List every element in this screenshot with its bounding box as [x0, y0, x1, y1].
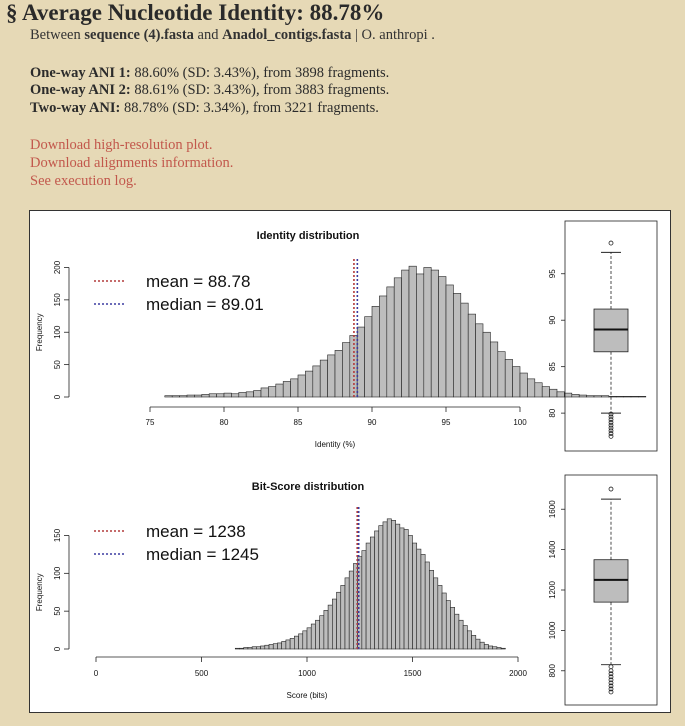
histogram-bar — [224, 393, 231, 397]
histogram-bar — [490, 342, 497, 397]
histogram-bar — [362, 551, 366, 649]
histogram-bar — [357, 327, 364, 397]
histogram-bar — [408, 535, 412, 649]
histogram-bar — [246, 392, 253, 397]
histogram-bar — [387, 287, 394, 397]
histogram-bar — [416, 274, 423, 397]
histogram-bar — [282, 641, 286, 649]
histogram-bar — [429, 570, 433, 649]
histogram-bar — [335, 350, 342, 397]
x-tick-label: 75 — [145, 418, 155, 427]
histogram-bar — [365, 317, 372, 397]
histogram-bar — [439, 277, 446, 397]
histogram-bar — [493, 647, 497, 649]
histogram-bar — [342, 343, 349, 397]
histogram-bar — [320, 616, 324, 649]
histogram-bar — [446, 285, 453, 397]
histogram-bar — [252, 647, 256, 649]
histogram-bar — [472, 635, 476, 649]
x-tick-label: 0 — [93, 669, 99, 678]
histogram-bar — [383, 522, 387, 649]
section-mark: § — [6, 0, 18, 25]
histogram-bar — [616, 396, 623, 397]
histogram-bar — [202, 394, 209, 397]
histogram-bar — [341, 585, 345, 649]
boxplot-y-tick-label: 1400 — [548, 540, 557, 559]
boxplot-y-tick-label: 1200 — [548, 581, 557, 599]
y-tick-label: 50 — [53, 360, 62, 370]
histogram-bar — [239, 648, 243, 649]
histogram-bar — [638, 396, 645, 397]
stat-value: 88.78% (SD: 3.34%), from 3221 fragments. — [123, 100, 379, 116]
histogram-bar — [488, 646, 492, 649]
histogram-bar — [434, 578, 438, 649]
boxplot-y-tick-label: 85 — [548, 362, 557, 372]
boxplot-y-tick-label: 90 — [548, 315, 557, 325]
histogram-bar — [311, 624, 315, 649]
histogram-bar — [265, 645, 269, 649]
histogram-bar — [248, 647, 252, 649]
boxplot-y-tick-label: 1000 — [548, 621, 557, 640]
histogram-bar — [268, 387, 275, 397]
histogram-bar — [209, 394, 216, 397]
x-axis-label: Identity (%) — [314, 440, 356, 449]
x-tick-label: 95 — [441, 418, 451, 427]
histogram-bar — [291, 379, 298, 397]
histogram-bar — [564, 393, 571, 397]
histogram-bar — [261, 388, 268, 397]
histogram-bar — [337, 592, 341, 649]
x-tick-label: 80 — [219, 418, 229, 427]
y-tick-label: 50 — [53, 606, 62, 616]
histogram-bar — [324, 610, 328, 649]
histogram-bar — [391, 520, 395, 649]
histogram-bar — [349, 571, 353, 649]
x-tick-label: 500 — [194, 669, 209, 678]
histogram-bar — [404, 529, 408, 649]
histogram-bar — [417, 549, 421, 649]
y-tick-label: 100 — [53, 325, 62, 339]
legend-label: mean = 1238 — [146, 522, 246, 541]
histogram-bar — [550, 389, 557, 397]
histogram-bar — [421, 554, 425, 649]
histogram-bar — [396, 524, 400, 649]
y-tick-label: 150 — [53, 293, 62, 307]
stat-value: 88.61% (SD: 3.43%), from 3883 fragments. — [134, 82, 390, 98]
x-tick-label: 100 — [513, 418, 527, 427]
histogram-bar — [501, 648, 505, 649]
legend-label: median = 1245 — [146, 545, 259, 564]
histogram-bar — [579, 395, 586, 397]
legend-label: mean = 88.78 — [146, 272, 251, 291]
histogram-bar — [187, 395, 194, 397]
histogram-bar — [180, 396, 187, 397]
histogram-bar — [194, 395, 201, 397]
histogram-bar — [290, 638, 294, 649]
histogram-bar — [520, 373, 527, 397]
histogram-bar — [315, 620, 319, 649]
histogram-bar — [261, 646, 265, 649]
histogram-bar — [498, 352, 505, 397]
x-tick-label: 2000 — [509, 669, 527, 678]
y-axis-label: Frequency — [35, 573, 44, 612]
boxplot-y-tick-label: 80 — [548, 408, 557, 418]
page-title — [6, 0, 384, 26]
histogram-bar — [286, 640, 290, 649]
boxplot-y-tick-label: 800 — [548, 664, 557, 678]
stat-label: Two-way ANI: — [30, 100, 121, 116]
histogram-bar — [438, 585, 442, 649]
histogram-bar — [244, 647, 248, 649]
histogram-bar — [527, 379, 534, 397]
chart-title: Bit-Score distribution — [251, 481, 365, 493]
x-tick-label: 85 — [293, 418, 303, 427]
histogram-bar — [453, 293, 460, 397]
histogram-bar — [631, 396, 638, 397]
histogram-bar — [446, 601, 450, 649]
histogram-bar — [294, 636, 298, 649]
histogram-bar — [483, 332, 490, 397]
histogram-bar — [402, 270, 409, 397]
boxplot-outlier — [609, 487, 613, 491]
histogram-bar — [320, 360, 327, 397]
histogram-bar — [594, 396, 601, 397]
x-tick-label: 1000 — [298, 669, 316, 678]
histogram-bar — [379, 296, 386, 397]
boxplot-box — [594, 560, 628, 602]
boxplot-y-tick-label: 95 — [548, 269, 557, 279]
boxplot-y-tick-label: 1600 — [548, 500, 557, 519]
histogram-bar — [542, 387, 549, 397]
download-plot-link[interactable]: Download high-resolution plot. — [30, 137, 213, 153]
histogram-bar — [601, 396, 608, 397]
histogram-bar — [513, 367, 520, 397]
histogram-bar — [313, 366, 320, 397]
chart-title: Identity distribution — [256, 230, 360, 242]
histogram-bar — [372, 306, 379, 397]
ani-plots-svg — [30, 211, 670, 712]
boxplot-outlier — [609, 241, 613, 245]
legend-label: median = 89.01 — [146, 295, 264, 314]
histogram-bar — [431, 270, 438, 397]
one-way-ani-2 — [30, 82, 389, 99]
x-tick-label: 1500 — [403, 669, 422, 678]
y-tick-label: 150 — [53, 528, 62, 543]
histogram-bar — [273, 644, 277, 649]
comparison-subtitle — [30, 27, 435, 44]
histogram-bar — [256, 647, 260, 649]
sequence-2-name: Anadol_contigs.fasta — [222, 27, 352, 43]
stat-label: One-way ANI 2: — [30, 82, 131, 98]
histogram-bar — [370, 537, 374, 649]
histogram-bar — [387, 519, 391, 649]
histogram-bar — [609, 396, 616, 397]
histogram-bar — [587, 396, 594, 397]
histogram-bar — [497, 647, 501, 649]
histogram-bar — [450, 607, 454, 649]
histogram-bar — [298, 375, 305, 397]
organism-name: | O. anthropi . — [355, 27, 435, 43]
histogram-bar — [239, 392, 246, 397]
histogram-bar — [307, 628, 311, 649]
histogram-bar — [480, 642, 484, 649]
histogram-bar — [459, 620, 463, 649]
histogram-bar — [303, 631, 307, 649]
histogram-bar — [468, 314, 475, 397]
boxplot-outlier — [609, 665, 613, 669]
histogram-bar — [425, 562, 429, 649]
histogram-bar — [366, 543, 370, 649]
histogram-bar — [165, 396, 172, 397]
histogram-bar — [332, 599, 336, 649]
stat-value: 88.60% (SD: 3.43%), from 3898 fragments. — [134, 65, 390, 81]
download-alignments-link[interactable]: Download alignments information. — [30, 155, 234, 171]
histogram-bar — [413, 543, 417, 649]
x-tick-label: 90 — [367, 418, 377, 427]
histogram-bar — [400, 528, 404, 649]
histogram-bar — [231, 394, 238, 397]
histogram-bar — [394, 278, 401, 397]
boxplot-outlier — [609, 434, 613, 438]
histogram-bar — [409, 266, 416, 397]
histogram-bar — [172, 396, 179, 397]
histogram-bar — [557, 392, 564, 397]
one-way-ani-1 — [30, 65, 389, 82]
histogram-bar — [624, 396, 631, 397]
histogram-bar — [455, 614, 459, 649]
sub-prefix: Between — [30, 27, 81, 43]
histogram-bar — [505, 359, 512, 397]
histogram-bar — [461, 303, 468, 397]
sequence-1-name: sequence (4).fasta — [84, 27, 194, 43]
histogram-bar — [345, 578, 349, 649]
histogram-bar — [424, 267, 431, 397]
histogram-bar — [299, 634, 303, 649]
plot-panel — [29, 210, 671, 713]
histogram-bar — [283, 381, 290, 397]
histogram-bar — [476, 324, 483, 397]
histogram-bar — [277, 643, 281, 649]
y-axis-label: Frequency — [35, 313, 44, 352]
histogram-bar — [442, 593, 446, 649]
histogram-bar — [254, 391, 261, 397]
y-tick-label: 0 — [53, 646, 62, 652]
histogram-bar — [467, 631, 471, 649]
histogram-bar — [217, 394, 224, 397]
histogram-bar — [535, 383, 542, 397]
histogram-bar — [305, 371, 312, 397]
histogram-bar — [276, 384, 283, 397]
histogram-bar — [269, 644, 273, 649]
histogram-bar — [572, 394, 579, 397]
y-tick-label: 0 — [53, 394, 62, 400]
histogram-bar — [375, 531, 379, 649]
ani-title: Average Nucleotide Identity: 88.78% — [21, 0, 385, 25]
x-axis-label: Score (bits) — [286, 691, 328, 700]
histogram-bar — [328, 355, 335, 397]
histogram-bar — [463, 626, 467, 649]
sub-and: and — [197, 27, 219, 43]
histogram-bar — [379, 526, 383, 649]
stat-label: One-way ANI 1: — [30, 65, 131, 81]
y-tick-label: 200 — [53, 260, 62, 275]
two-way-ani — [30, 100, 379, 117]
histogram-bar — [328, 605, 332, 649]
histogram-bar — [235, 648, 239, 649]
histogram-bar — [476, 639, 480, 649]
execution-log-link[interactable]: See execution log. — [30, 173, 137, 189]
y-tick-label: 100 — [53, 566, 62, 581]
histogram-bar — [484, 644, 488, 649]
